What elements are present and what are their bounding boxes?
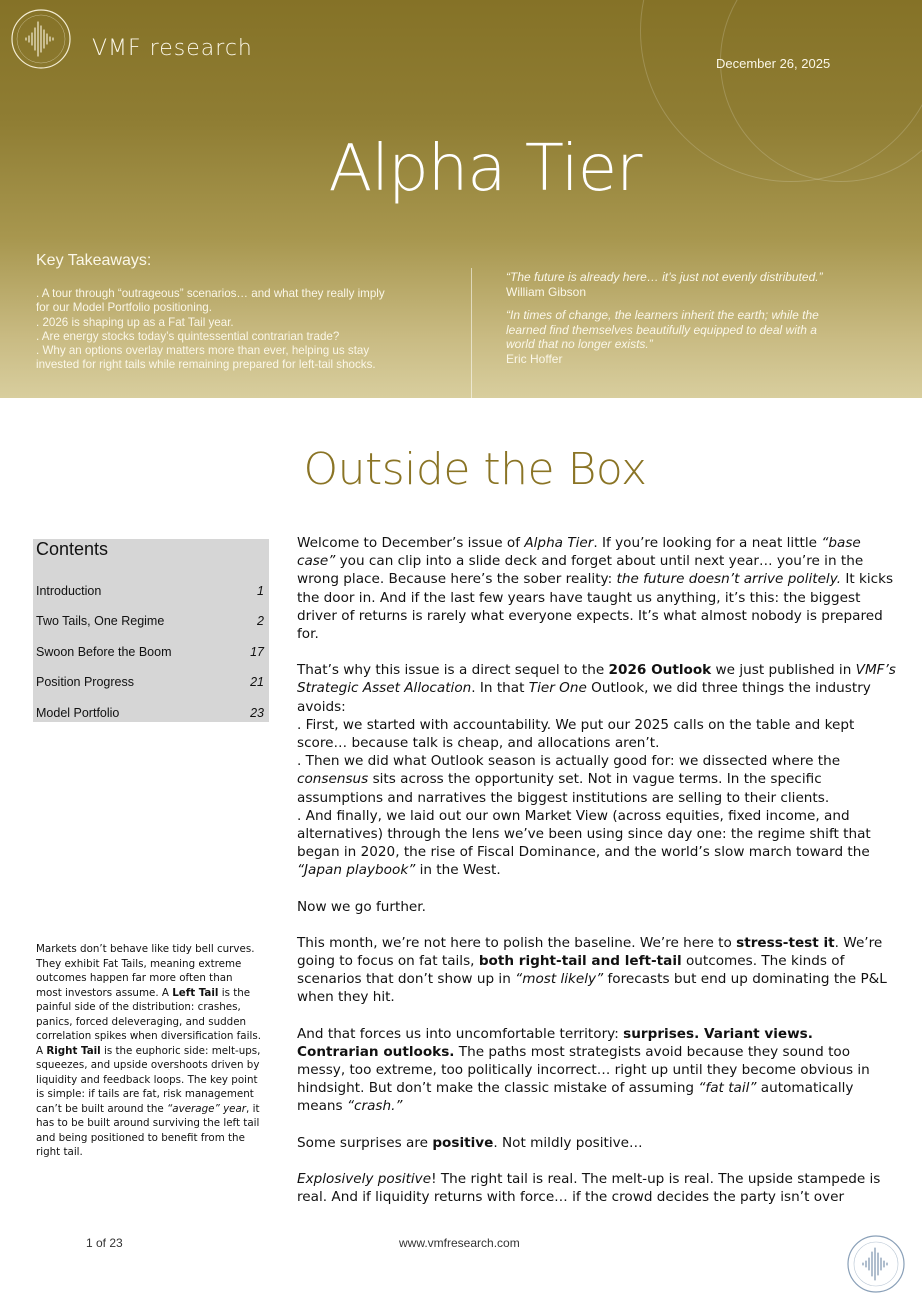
page-title: Alpha Tier [328,132,642,206]
quote-text: “The future is already here… it’s just not evenly distributed.” [506,270,823,284]
bullet-item: . First, we started with accountability. We put our 2025 calls on the table and kept score… because talk is cheap, and allocations aren’t. [297,716,855,752]
toc-item-two-tails[interactable] [36,614,264,628]
body-paragraph: Explosively positive! The right tail is real. The melt-up is real. The upside stampede is real. And if liquidity returns with force… if the crowd decides the party isn’t over [297,1170,881,1206]
header-divider [471,268,472,398]
body-paragraph: Welcome to December’s issue of Alpha Tier. If you’re looking for a neat little “base case” you can clip into a slide deck and forget about until next year… you’re in the wrong place. Because here’s the sober reality: the future doesn’t arrive politely. It kicks the door in. And if the last few years have taught us anything, it’s this: the biggest driver of returns is rarely what everyone expects. It’s what almost nobody is prepared for. [297,535,894,643]
toc-item-page: 21 [250,675,264,689]
key-takeaways-list [36,287,396,373]
page-number: 1 of 23 [86,1236,123,1250]
toc-item-page: 1 [257,584,264,598]
quotes-block [506,270,846,375]
header-banner [0,0,922,398]
toc-item-position-progress[interactable] [36,675,264,689]
body-paragraph: That’s why this issue is a direct sequel to the 2026 Outlook we just published in VMF’s Strategic Asset Allocation. In that Tier One Outlook, we did three things the industry avoids: [297,662,896,715]
toc-item-page: 17 [250,645,264,659]
footer-logo-icon [846,1234,906,1294]
quote-author: William Gibson [506,284,587,299]
website-link[interactable]: www.vmfresearch.com [399,1236,520,1250]
fat-tails-sidebar-note: Markets don’t behave like tidy bell curves. They exhibit Fat Tails, meaning extreme outcomes happen far more often than most investors assume. A Left Tail is the painful side of the distribution: crashes, panics, forced deleveraging, and sudden correlation spikes when diversification fails. A Right Tail is the euphoric side: melt-ups, squeezes, and upside overshoots driven by liquidity and feedback loops. The key point is simple: if tails are fat, risk management can’t be built around the “average” year, it has to be built around surviving the left tail and being positioned to benefit from the right tail. [36,943,261,1158]
toc-title: Contents [36,539,109,559]
publication-date: December 26, 2025 [716,56,831,71]
toc-item-label: Two Tails, One Regime [36,614,165,628]
body-paragraph: Now we go further. [297,898,426,915]
toc-item-label: Swoon Before the Boom [36,645,172,659]
toc-item-model-portfolio[interactable] [36,706,264,720]
bullet-item: . Then we did what Outlook season is actually good for: we dissected where the consensus sits across the opportunity set. Not in vague terms. In the specific assumptions and narratives the biggest institutions are selling to their clients. [297,753,841,806]
toc-item-swoon[interactable] [36,645,264,659]
brand-logo-icon [10,8,72,70]
toc-item-page: 2 [257,614,264,628]
takeaway-item: . Are energy stocks today’s quintessential contrarian trade? [36,329,340,343]
takeaway-item: . A tour through “outrageous” scenarios… and what they really imply for our Model Portfolio positioning. [36,287,385,315]
section-title: Outside the Box [303,444,647,495]
toc-item-page: 23 [250,706,264,720]
takeaway-item: . Why an options overlay matters more than ever, helping us stay invested for right tails while remaining prepared for left-tail shocks. [36,344,376,372]
key-takeaways-title: Key Takeaways: [36,252,152,269]
toc-item-label: Position Progress [36,675,134,689]
bullet-item: . And finally, we laid out our own Market View (across equities, fixed income, and alternatives) through the lens we’ve been using since day one: the regime shift that began in 2020, the rise of Fiscal Dominance, and the world’s slow march toward the “Japan playbook” in the West. [297,807,871,879]
quote-text: “In times of change, the learners inherit the earth; while the learned find themselves beautifully equipped to deal with a world that no longer exists.” [506,308,819,351]
toc-item-label: Introduction [36,584,102,598]
toc-item-label: Model Portfolio [36,706,120,720]
article-body [297,534,897,1224]
toc-item-introduction[interactable] [36,584,264,598]
takeaway-item: . 2026 is shaping up as a Fat Tail year. [36,315,234,329]
body-paragraph: And that forces us into uncomfortable territory: surprises. Variant views. Contrarian outlooks. The paths most strategists avoid because they sound too messy, too extreme, too politically incorrect… right up until they become obvious in hindsight. But don’t make the classic mistake of assuming “fat tail” automatically means “crash.” [297,1025,870,1115]
table-of-contents [33,539,269,722]
body-paragraph: This month, we’re not here to polish the baseline. We’re here to stress-test it. We’re going to focus on fat tails, both right-tail and left-tail outcomes. The kinds of scenarios that don’t show up in “most likely” forecasts but end up dominating the P&L when they hit. [297,934,887,1006]
quote-author: Eric Hoffer [506,351,563,366]
brand-name: VMF research [92,36,253,61]
body-paragraph: Some surprises are positive. Not mildly positive… [297,1134,643,1151]
